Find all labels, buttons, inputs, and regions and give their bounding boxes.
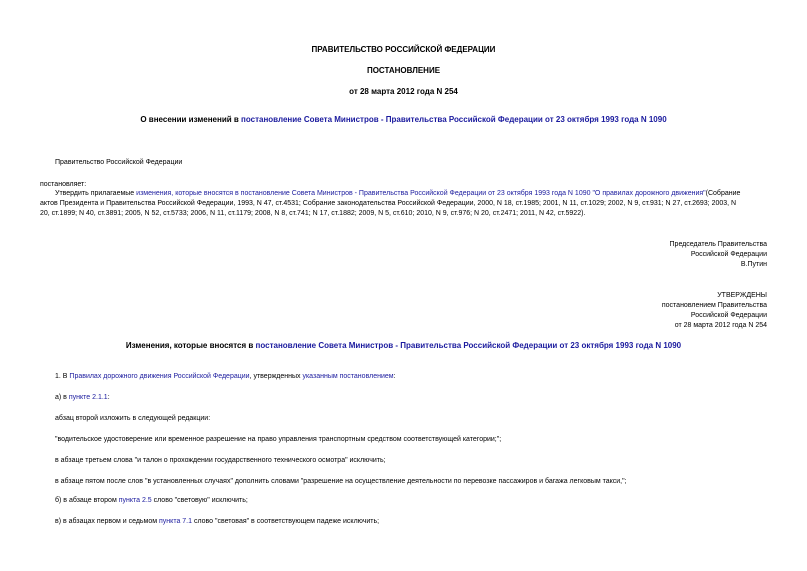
- approve-rest: (Собрание: [705, 190, 741, 197]
- item-c: [55, 517, 379, 526]
- approved-line3: Российской Федерации: [690, 312, 767, 319]
- item-b: [55, 496, 248, 505]
- approve-paragraph-line1: [55, 189, 740, 198]
- changes-title-prefix: Изменения, которые вносятся в: [125, 341, 256, 350]
- item-a-suffix: :: [107, 394, 110, 401]
- approve-prefix: Утвердить прилагаемые: [55, 190, 137, 197]
- government-label: Правительство Российской Федерации: [55, 159, 183, 166]
- changes-link[interactable]: изменения, которые вносятся в постановление Совета Министров - Правительства Российской Федерации от 23 октября 1993 года N 1090 "О правилах дорожного движения": [136, 190, 706, 197]
- item-a-prefix: а) в: [55, 394, 69, 401]
- item-1-mid: , утвержденных: [249, 373, 303, 380]
- traffic-rules-link[interactable]: Правилах дорожного движения Российской Федерации: [69, 373, 250, 380]
- title-prefix: О внесении изменений в: [140, 115, 242, 124]
- clause-2-1-1-link[interactable]: пункте 2.1.1: [68, 394, 108, 401]
- item-b-prefix: б) в абзаце втором: [55, 497, 119, 504]
- item-b-suffix: слово "световую" исключить;: [151, 497, 248, 504]
- approve-paragraph-line3: 20, ст.1899; N 40, ст.3891; 2005, N 52, ст.5733; 2006, N 11, ст.1179; 2008, N 8, ст.741; N 17, ст.1882; 2009, N 5, ст.610; 2010, N 9, ст.976; N 20, ст.2471; 2011, N 42, ст.5922).: [40, 210, 586, 217]
- approve-paragraph-line2: актов Президента и Правительства Российской Федерации, 1993, N 47, ст.4531; Собрание законодательства Российской Федерации, 2000, N 18, ст.1985; 2001, N 11, ст.1029; 2002, N 9, ст.931; N 27, ст.2693; 2003, N: [40, 200, 737, 207]
- government-heading: ПРАВИТЕЛЬСТВО РОССИЙСКОЙ ФЕДЕРАЦИИ: [311, 45, 496, 54]
- title-decree-link[interactable]: постановление Совета Министров - Правительства Российской Федерации от 23 октября 1993 года N 1090: [241, 115, 667, 124]
- item-a-paragraph-3: в абзаце третьем слова "и талон о прохождении государственного технического осмотра" исключить;: [55, 457, 386, 464]
- changes-title: [0, 341, 807, 352]
- approved-line4: от 28 марта 2012 года N 254: [674, 322, 767, 329]
- document-title: [0, 115, 807, 126]
- item-1: [55, 372, 396, 381]
- approved-line1: УТВЕРЖДЕНЫ: [717, 292, 767, 299]
- signature-line1: Председатель Правительства: [669, 241, 767, 248]
- said-decree-link[interactable]: указанным постановлением: [302, 373, 394, 380]
- approved-line2: постановлением Правительства: [661, 302, 767, 309]
- item-a-paragraph-4: в абзаце пятом после слов "в установленных случаях" дополнить словами "разрешение на осуществление деятельности по перевозке пассажиров и багажа легковым такси,";: [55, 478, 627, 485]
- item-a: [55, 393, 110, 402]
- signature-line2: Российской Федерации: [690, 251, 767, 258]
- item-1-suffix: :: [393, 373, 396, 380]
- decrees-label: постановляет:: [40, 181, 87, 188]
- signature-name: В.Путин: [740, 261, 767, 268]
- clause-2-5-link[interactable]: пункта 2.5: [118, 497, 152, 504]
- document-date: от 28 марта 2012 года N 254: [349, 87, 458, 96]
- item-1-prefix: 1. В: [55, 373, 70, 380]
- changes-title-decree-link[interactable]: постановление Совета Министров - Правительства Российской Федерации от 23 октября 1993 года N 1090: [255, 341, 682, 350]
- item-a-paragraph-2: "водительское удостоверение или временное разрешение на право управления транспортным средством соответствующей категории;";: [55, 436, 502, 443]
- clause-7-1-link[interactable]: пункта 7.1: [159, 518, 193, 525]
- item-c-prefix: в) в абзацах первом и седьмом: [55, 518, 160, 525]
- document-type: ПОСТАНОВЛЕНИЕ: [366, 66, 441, 75]
- item-c-suffix: слово "световая" в соответствующем падеже исключить;: [192, 518, 380, 525]
- item-a-paragraph-1: абзац второй изложить в следующей редакции:: [55, 415, 211, 422]
